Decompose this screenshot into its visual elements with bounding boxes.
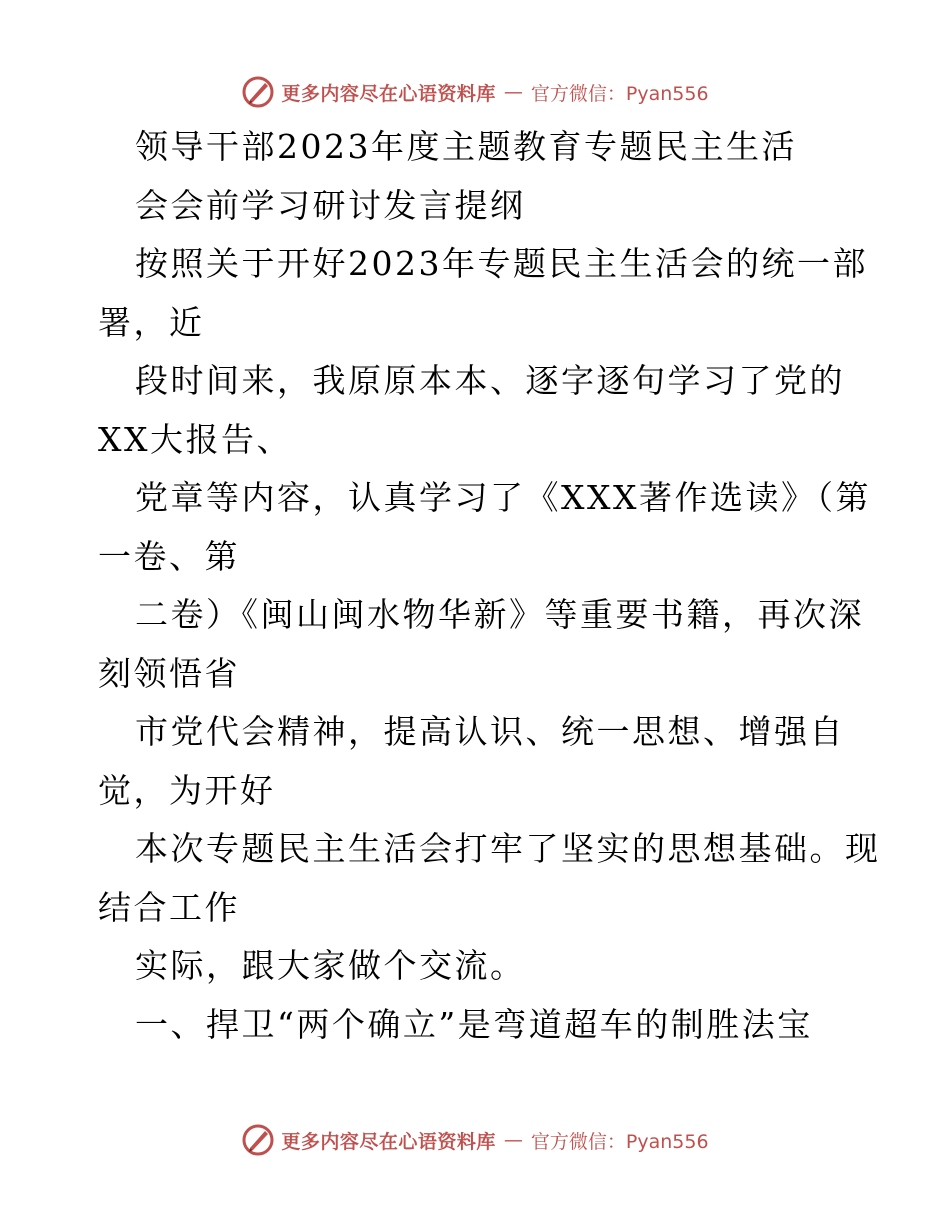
document-body	[98, 118, 881, 1054]
paragraph-line: 结合工作	[98, 887, 240, 927]
footer-watermark	[0, 1120, 950, 1160]
paragraph-line: 觉，为开好	[98, 770, 276, 810]
watermark-text: 更多内容尽在心语资料库	[281, 1130, 496, 1153]
paragraph-line: 市党代会精神，提高认识、统一思想、增强自	[135, 712, 845, 751]
paragraph-line: 署，近	[98, 302, 205, 342]
paragraph-line: 按照关于开好2023年专题民主生活会的统一部	[135, 244, 868, 283]
header-watermark	[0, 72, 950, 112]
paragraph-line: 段时间来，我原原本本、逐字逐句学习了党的	[135, 361, 845, 400]
quill-seal-icon	[241, 1123, 275, 1157]
watermark-text: 更多内容尽在心语资料库	[281, 82, 496, 105]
paragraph-line: XX大报告、	[98, 419, 292, 459]
watermark-separator: —	[503, 81, 523, 103]
watermark-wechat: 官方微信：Pyan556	[530, 1130, 709, 1153]
paragraph-line: 党章等内容，认真学习了《XXX著作选读》（第	[135, 478, 871, 517]
quill-seal-icon	[241, 75, 275, 109]
title-line-2: 会会前学习研讨发言提纲	[135, 185, 526, 225]
paragraph-line: 刻领悟省	[98, 653, 240, 693]
section-heading: 一、捍卫“两个确立”是弯道超车的制胜法宝	[135, 1004, 813, 1044]
paragraph-line: 二卷）《闽山闽水物华新》等重要书籍，再次深	[135, 595, 864, 634]
paragraph-line: 一卷、第	[98, 536, 240, 576]
paragraph-line: 实际，跟大家做个交流。	[135, 946, 526, 985]
watermark-wechat: 官方微信：Pyan556	[530, 82, 709, 105]
paragraph-line: 本次专题民主生活会打牢了坚实的思想基础。现	[135, 829, 881, 868]
watermark-separator: —	[503, 1129, 523, 1151]
title-line-1: 领导干部2023年度主题教育专题民主生活	[135, 127, 797, 166]
